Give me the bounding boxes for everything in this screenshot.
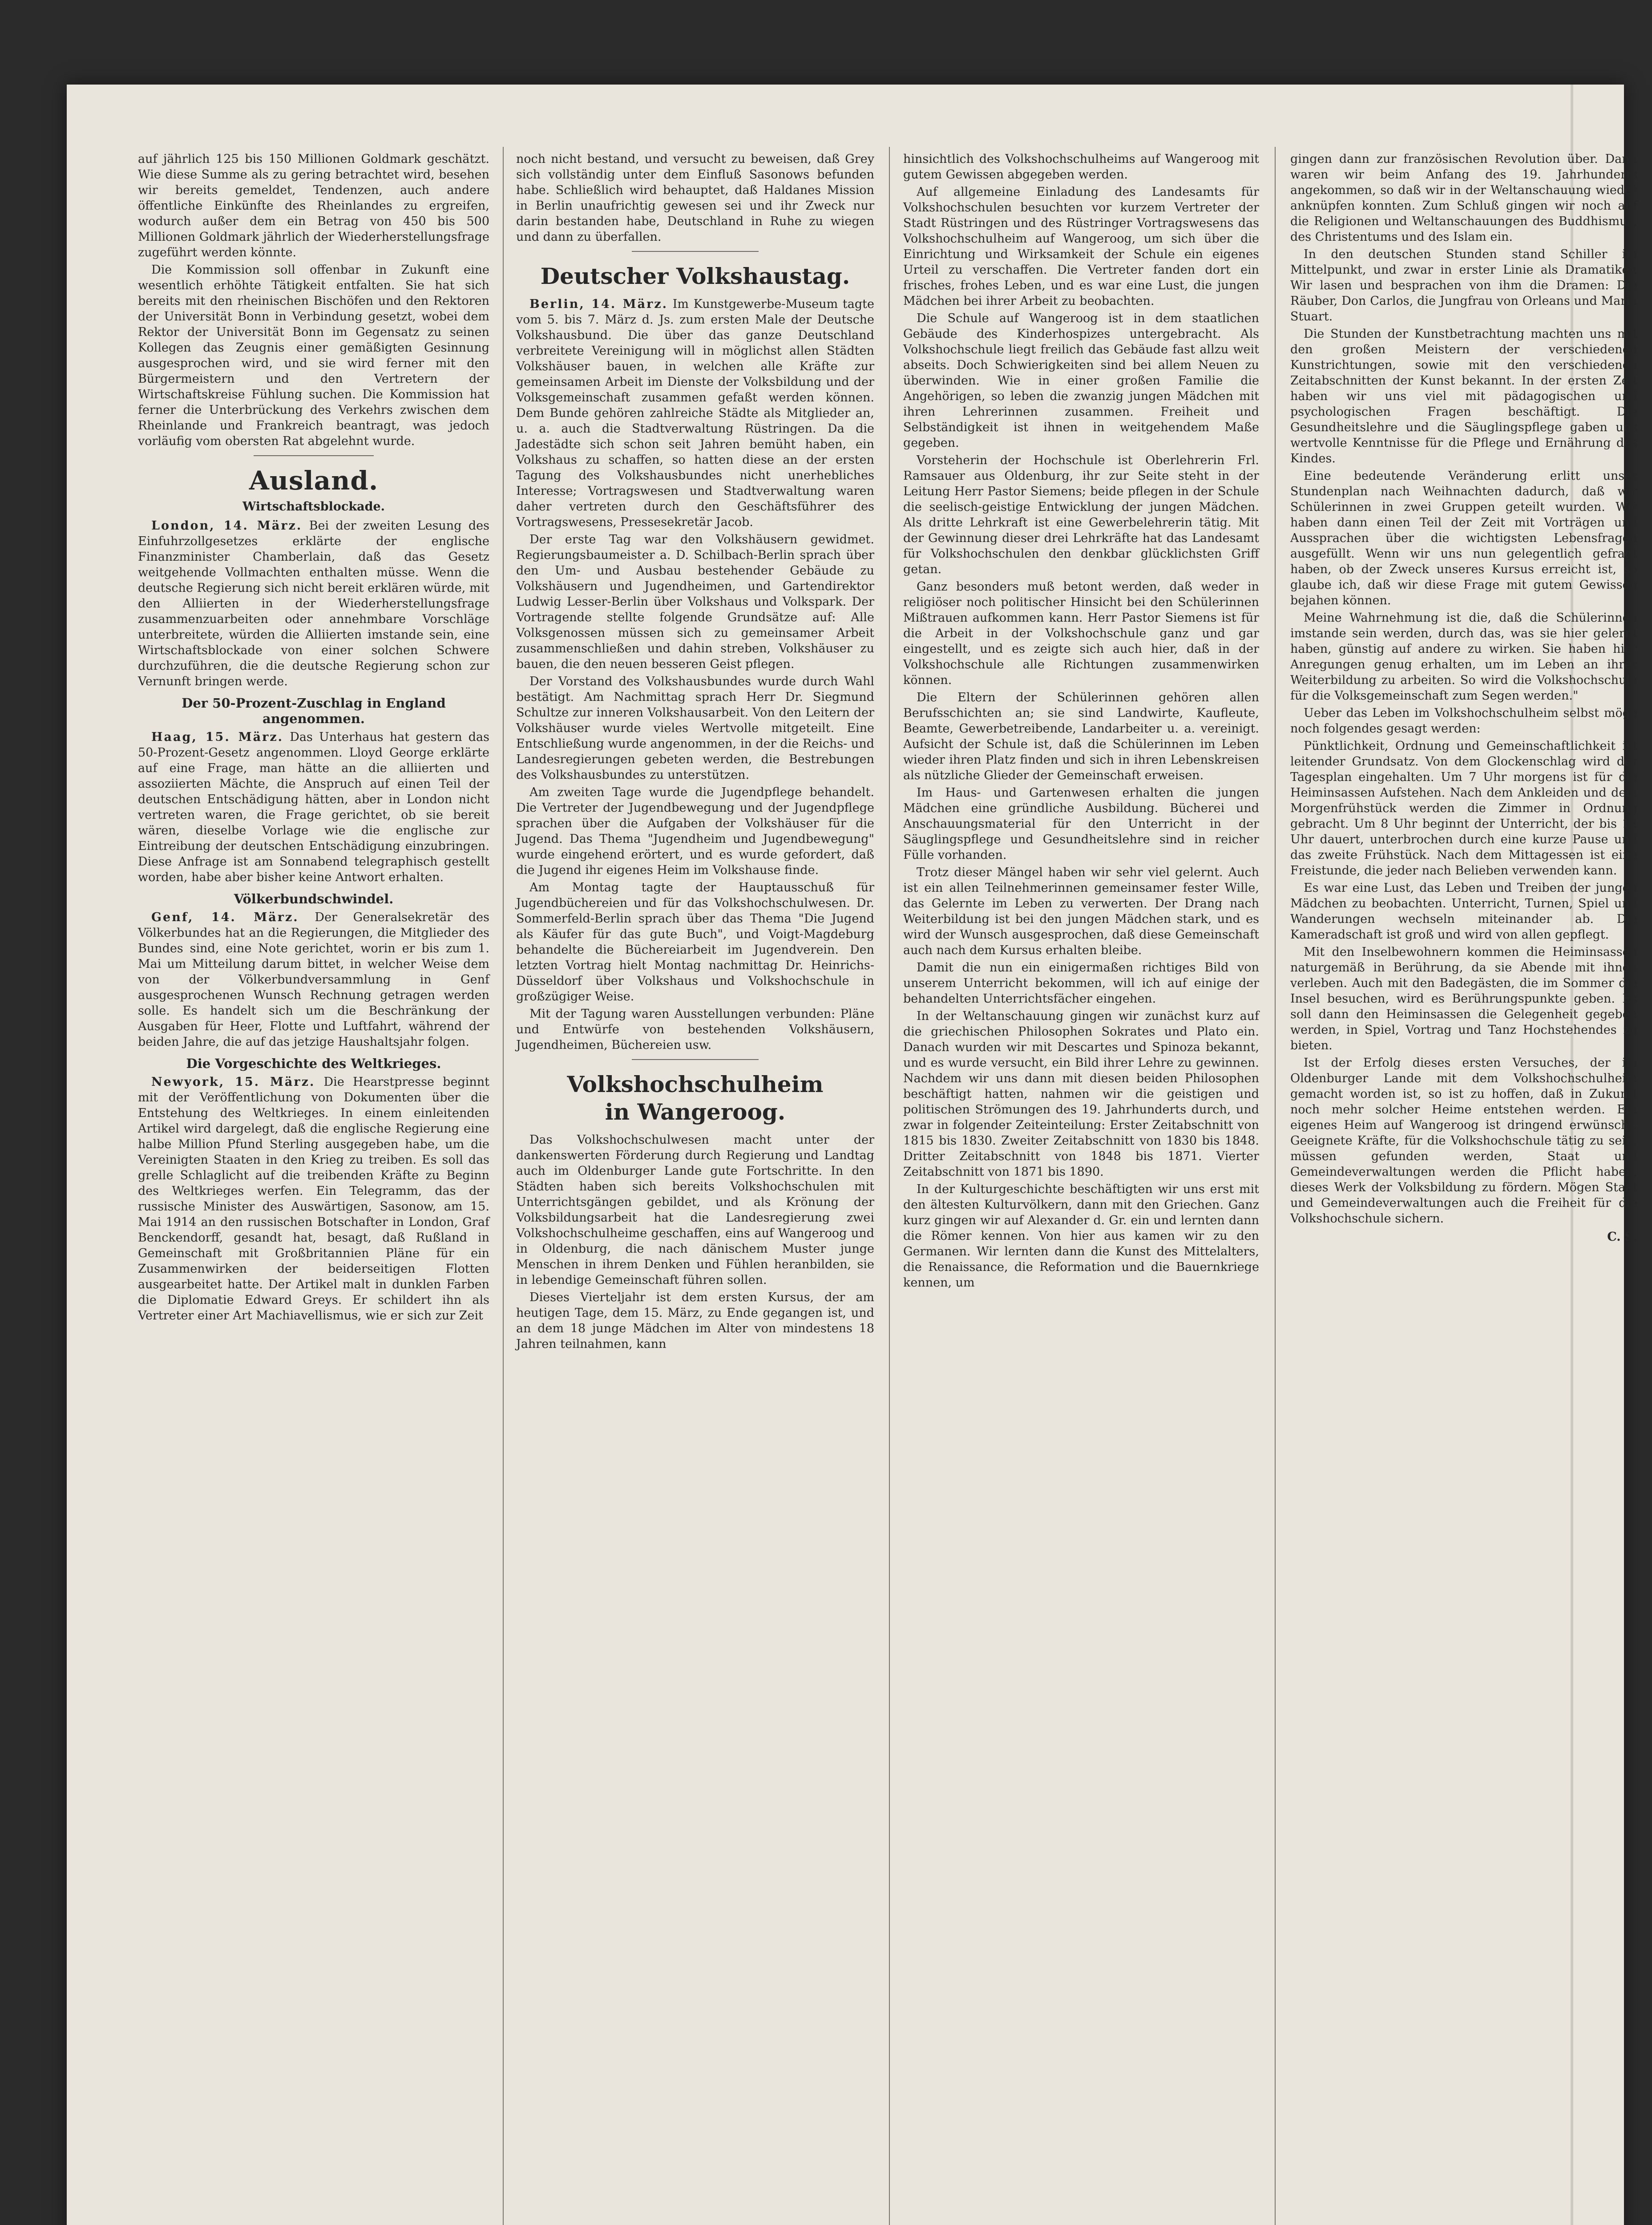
paragraph: Damit die nun ein einigermaßen richtiges Bild von unserem Unterricht bekommen, will ich auf einige der behandelten Unterrichtsfächer eingehen.	[903, 961, 1259, 1006]
paragraph: Der erste Tag war den Volkshäusern gewidmet. Regierungsbaumeister a. D. Schilbach-Berlin sprach über den Um- und Ausbau bestehender Gebäude zu Volkshäusern und Jugendheimen, und Gartendirektor Ludwig Lesser-Berlin über Volkshaus und Volkspark. Der Vortragende stellte folgende Grundsätze auf: Alle Volksgenossen müssen sich zu gemeinsamer Arbeit zusammenschließen und dahin streben, Volkshäuser zu bauen, die den neuen besseren Geist pflegen.	[516, 533, 874, 671]
paragraph: Ueber das Leben im Volkshochschulheim selbst möge noch folgendes gesagt werden:	[1290, 706, 1637, 736]
paragraph: In der Weltanschauung gingen wir zunächst kurz auf die griechischen Philosophen Sokrates und Plato ein. Danach wurden wir mit Descartes und Spinoza bekannt, und es wurde versucht, ein Bild ihrer Lehre zu gewinnen. Nachdem wir uns dann mit diesen beiden Philosophen beschäftigt hatten, nahmen wir die geistigen und politischen Strömungen des 19. Jahrhunderts durch, und zwar in folgender Zeiteinteilung: Erster Zeitabschnitt von 1815 bis 1830. Zweiter Zeitabschnitt von 1830 bis 1848. Dritter Zeitabschnitt von 1848 bis 1871. Vierter Zeitabschnitt von 1871 bis 1890.	[903, 1009, 1259, 1179]
paragraph: Die Schule auf Wangeroog ist in dem staatlichen Gebäude des Kinderhospizes untergebracht. Als Volkshochschule liegt freilich das Gebäude fast allzu weit abseits. Doch Schwierigkeiten sind bei allem Neuen zu überwinden. Wie in einer großen Familie die Angehörigen, so leben die zwanzig jungen Mädchen mit ihren Lehrerinnen zusammen. Freiheit und Selbständigkeit ist ihnen in weitgehendem Maße gegeben.	[903, 312, 1259, 450]
article-text: Das Unterhaus hat gestern das 50-Prozent-Gesetz angenommen. Lloyd George erklärte auf eine Frage, man hätte an die alliierten und assoziierten Mächte, die Anspruch auf einen Teil der deutschen Entschädigung hätten, aber in London nicht vertreten waren, die Frage gerichtet, ob sie bereit wären, dieselbe Vorlage wie die englische zur Eintreibung der deutschen Entschädigung einzubringen. Diese Anfrage ist am Sonnabend telegraphisch gestellt worden, habe aber bisher keine Antwort erhalten.	[138, 730, 489, 884]
paragraph: gingen dann zur französischen Revolution über. Dann waren wir beim Anfang des 19. Jahrhunderts angekommen, so daß wir in der Weltanschauung wieder anknüpfen konnten. Zum Schluß gingen wir noch auf die Religionen und Weltanschauungen des Buddhismus, des Christentums und des Islam ein.	[1290, 152, 1637, 244]
column-4	[1290, 151, 1637, 2225]
paragraph: Ganz besonders muß betont werden, daß weder in religiöser noch politischer Hinsicht bei den Schülerinnen Mißtrauen aufkommen kann. Herr Pastor Siemens ist für die Arbeit in der Volkshochschule ganz und gar eingestellt, und es zeigte sich auch hier, daß in der Volkshochschule alle Richtungen zusammenwirken können.	[903, 580, 1259, 687]
paragraph: Ist der Erfolg dieses ersten Versuches, der im Oldenburger Lande mit dem Volkshochschulheim gemacht worden ist, so ist zu hoffen, daß in Zukunft noch mehr solcher Heime entstehen werden. Ein eigenes Heim auf Wangeroog ist dringend erwünscht. Geeignete Kräfte, für die Volkshochschule tätig zu sein, müssen gefunden werden, Staat und Gemeindeverwaltungen werden die Pflicht haben, dieses Werk der Volksbildung zu fördern. Mögen Staat und Gemeindeverwaltungen auch die Freiheit für die Volkshochschule sichern.	[1290, 1056, 1637, 1226]
paragraph: Vorsteherin der Hochschule ist Oberlehrerin Frl. Ramsauer aus Oldenburg, ihr zur Seite steht in der Leitung Herr Pastor Siemens; beide pflegen in der Schule die seelisch-geistige Entwicklung der jungen Mädchen. Als dritte Lehrkraft ist eine Gewerbelehrerin tätig. Mit der Gewinnung dieser drei Lehrkräfte hat das Landesamt für Volkshochschulen den denkbar glücklichsten Griff getan.	[903, 453, 1259, 576]
column-rule	[503, 147, 504, 2225]
section-heading-ausland: Ausland.	[249, 465, 379, 496]
divider	[632, 251, 759, 252]
paragraph: hinsichtlich des Volkshochschulheims auf Wangeroog mit gutem Gewissen abgegeben werden.	[903, 152, 1259, 182]
subheading: Der 50-Prozent-Zuschlag in England angenommen.	[182, 696, 446, 726]
paragraph: Die Stunden der Kunstbetrachtung machten uns mit den großen Meistern der verschiedenen Kunstrichtungen, sowie mit den verschiedenen Zeitabschnitten der Kunst bekannt. In der ersten Zeit haben wir uns viel mit pädagogischen und psychologischen Fragen beschäftigt. Die Gesundheitslehre und die Säuglingspflege gaben uns wertvolle Kenntnisse für die Pflege und Ernährung des Kindes.	[1290, 327, 1637, 465]
newspaper-page	[67, 85, 1637, 2225]
paragraph: Auf allgemeine Einladung des Landesamts für Volkshochschulen besuchten vor kurzem Vertreter der Stadt Rüstringen und des Rüstringer Vortragswesens das Volkshochschulheim auf Wangeroog, um sich über die Einrichtung und Wirksamkeit der Schule ein eigenes Urteil zu verschaffen. Die Vertreter fanden dort ein frisches, frohes Leben, und es war eine Lust, die jungen Mädchen bei ihrer Arbeit zu beobachten.	[903, 185, 1259, 308]
dateline: Berlin, 14. März.	[529, 297, 668, 311]
dateline: London, 14. März.	[151, 519, 303, 533]
subheading: Die Vorgeschichte des Weltkrieges.	[186, 1056, 441, 1071]
paragraph: In den deutschen Stunden stand Schiller im Mittelpunkt, und zwar in erster Linie als Dramatiker. Wir lasen und besprachen von ihm die Dramen: Die Räuber, Don Carlos, die Jungfrau von Orleans und Maria Stuart.	[1290, 247, 1637, 324]
paragraph: Am Montag tagte der Hauptausschuß für Jugendbüchereien und für das Volkshochschulwesen. Dr. Sommerfeld-Berlin sprach über das Thema "Die Jugend als Käufer für das gute Buch", und Voigt-Magdeburg behandelte die Büchereiarbeit im Jugendverein. Den letzten Vortrag hielt Montag nachmittag Dr. Heinrichs-Düsseldorf über Volkshaus und Volkshochschule in großzügiger Weise.	[516, 881, 874, 1003]
divider	[632, 1059, 759, 1060]
paragraph: Trotz dieser Mängel haben wir sehr viel gelernt. Auch ist ein allen Teilnehmerinnen gemeinsamer fester Wille, das Gelernte im Leben zu verwerten. Der Drang nach Weiterbildung ist bei den jungen Mädchen stark, und es wird der Wunsch ausgesprochen, daß diese Gemeinschaft auch nach dem Kursus erhalten bleibe.	[903, 866, 1259, 957]
article-text: Die Hearstpresse beginnt mit der Veröffentlichung von Dokumenten über die Entstehung des Weltkrieges. In einem einleitenden Artikel wird dargelegt, daß die englische Regierung eine halbe Million Pfund Sterling ausgegeben habe, um die Vereinigten Staaten in den Krieg zu treiben. Es soll das grelle Schlaglicht auf die treibenden Kräfte zu Beginn des Weltkrieges werfen. Ein Telegramm, das der russische Minister des Auswärtigen, Sasonow, am 15. Mai 1914 an den russischen Botschafter in London, Graf Benckendorff, gesandt hat, besagt, daß Rußland in Gemeinschaft mit Großbritannien Pläne für ein Zusammenwirken der beiderseitigen Flotten ausgearbeitet hatte. Der Artikel malt in dunklen Farben die Diplomatie Edward Greys. Er schildert ihn als Vertreter einer Art Machiavellismus, wie er sich zur Zeit	[138, 1075, 489, 1323]
paragraph: Im Haus- und Gartenwesen erhalten die jungen Mädchen eine gründliche Ausbildung. Bücherei und Anschauungsmaterial für den Unterricht in der Säuglingspflege und Gesundheitslehre sind in reicher Fülle vorhanden.	[903, 786, 1259, 862]
article-paragraph	[516, 296, 874, 530]
paragraph: Am zweiten Tage wurde die Jugendpflege behandelt. Die Vertreter der Jugendbewegung und der Jugendpflege sprachen über die Aufgaben der Volkshäuser für die Jugend. Das Thema "Jugendheim und Jugendbewegung" wurde eingehend erörtert, und es wurde gefordert, daß die Jugend ihr eigenes Heim im Volkshause finde.	[516, 785, 874, 877]
paragraph: auf jährlich 125 bis 150 Millionen Goldmark geschätzt. Wie diese Summe als zu gering betrachtet wird, besehen wir bereits gemeldet, Tendenzen, auch andere öffentliche Einkünfte des Rheinlandes zu ergreifen, wodurch außer dem ein Betrag von 450 bis 500 Millionen Goldmark jährlich der Wiederherstellungsfrage zugeführt werden könnte.	[138, 152, 489, 259]
article-text: Bei der zweiten Lesung des Einfuhrzollgesetzes erklärte der englische Finanzminister Chamberlain, daß das Gesetz weitgehende Vollmachten enthalten müsse. Wenn die deutsche Regierung sich nicht bereit erklären würde, mit den Alliierten in der Wiederherstellungsfrage zusammenzuarbeiten oder annehmbare Vorschläge unterbreitete, würden die Alliierten imstande sein, eine Wirtschaftsblockade von einer solchen Schwere durchzuführen, die die deutsche Regierung schon zur Vernunft bringen werde.	[138, 519, 489, 688]
paragraph: Der Vorstand des Volkshausbundes wurde durch Wahl bestätigt. Am Nachmittag sprach Herr Dr. Siegmund Schultze zur inneren Volkshausarbeit. Von den Leitern der Volkshäuser wurde vieles Wertvolle mitgeteilt. Eine Entschließung wurde angenommen, in der die Reichs- und Landesregierungen gebeten werden, die Bestrebungen des Volkshausbundes zu unterstützen.	[516, 675, 874, 782]
author-signature: C. S.	[1607, 1230, 1637, 1244]
article-paragraph	[138, 1074, 489, 1323]
dateline: Newyork, 15. März.	[151, 1075, 315, 1089]
column-rule	[1275, 147, 1276, 2225]
article-title-wangeroog-line2: in Wangeroog.	[605, 1099, 786, 1125]
divider	[254, 455, 374, 456]
paragraph: Meine Wahrnehmung ist die, daß die Schülerinnen imstande sein werden, durch das, was sie hier gelernt haben, günstig auf andere zu wirken. Sie haben hier Anregungen genug erhalten, um im Leben an ihrer Weiterbildung zu arbeiten. So wird die Volkshochschule für die Volksgemeinschaft zum Segen werden."	[1290, 611, 1637, 703]
paragraph: Eine bedeutende Veränderung erlitt unser Stundenplan nach Weihnachten dadurch, daß wir Schülerinnen in zwei Gruppen geteilt wurden. Wir haben dann einen Teil der Zeit mit Vorträgen und Aussprachen über die wichtigsten Lebensfragen ausgefüllt. Wenn wir uns nun gelegentlich gefragt haben, ob der Zweck unseres Kursus erreicht ist, so glaube ich, daß wir diese Frage mit gutem Gewissen bejahen können.	[1290, 469, 1637, 607]
article-paragraph	[138, 910, 489, 1050]
article-title-wangeroog: Volkshochschulheim	[567, 1071, 824, 1097]
subheading: Völkerbundschwindel.	[234, 891, 394, 906]
paragraph: Mit den Inselbewohnern kommen die Heiminsassen naturgemäß in Berührung, da sie Abende mit ihnen verleben. Auch mit den Badegästen, die im Sommer die Insel besuchen, wird es Berührungspunkte geben. Es soll dann den Heiminsassen die Gelegenheit gegeben werden, in Spiel, Vortrag und Tanz Hochstehendes zu bieten.	[1290, 945, 1637, 1052]
paragraph: Mit der Tagung waren Ausstellungen verbunden: Pläne und Entwürfe von bestehenden Volkshäusern, Jugendheimen, Büchereien usw.	[516, 1007, 874, 1052]
paragraph: Dieses Vierteljahr ist dem ersten Kursus, der am heutigen Tage, dem 15. März, zu Ende gegangen ist, und an dem 18 junge Mädchen im Alter von mindestens 18 Jahren teilnahmen, kann	[516, 1290, 874, 1351]
paragraph: Das Volkshochschulwesen macht unter der dankenswerten Förderung durch Regierung und Landtag auch im Oldenburger Lande gute Fortschritte. In den Städten haben sich bereits Volkshochschulen mit Unterrichtsgängen gebildet, und als Krönung der Volksbildungsarbeit hat die Landesregierung zwei Volkshochschulheime geschaffen, eins auf Wangeroog und in Oldenburg, die nach dänischem Muster junge Menschen in ihrem Denken und Fühlen heranbilden, sie in lebendige Gemeinschaft führen sollen.	[516, 1133, 874, 1287]
paragraph: Die Eltern der Schülerinnen gehören allen Berufsschichten an; sie sind Landwirte, Kaufleute, Beamte, Gewerbetreibende, Landarbeiter u. a. vereinigt. Aufsicht der Schule ist, daß die Schülerinnen im Leben wieder ihren Platz finden und sich in ihren Lebenskreisen als nützliche Glieder der Gemeinschaft erweisen.	[903, 691, 1259, 782]
article-paragraph	[138, 729, 489, 885]
article-title-volkshaustag: Deutscher Volkshaustag.	[540, 263, 850, 289]
dateline: Genf, 14. März.	[151, 910, 299, 924]
column-rule	[889, 147, 890, 2225]
paragraph: In der Kulturgeschichte beschäftigten wir uns erst mit den ältesten Kulturvölkern, dann mit den Griechen. Ganz kurz gingen wir auf Alexander d. Gr. ein und lernten dann die Römer kennen. Von hier aus kamen wir zu den Germanen. Wir lernten dann die Kunst des Mittelalters, die Renaissance, die Reformation und die Bauernkriege kennen, um	[903, 1182, 1259, 1290]
subheading: Wirtschaftsblockade.	[242, 500, 385, 514]
paragraph: noch nicht bestand, und versucht zu beweisen, daß Grey sich vollständig unter dem Einfluß Sasonows befunden habe. Schließlich wird behauptet, daß Haldanes Mission in Berlin unaufrichtig gewesen sei und ihr Zweck nur darin bestanden habe, Deutschland in Ruhe zu wiegen und dann zu überfallen.	[516, 152, 874, 244]
column-2	[516, 151, 874, 2225]
dateline: Haag, 15. März.	[151, 730, 284, 744]
paragraph: Es war eine Lust, das Leben und Treiben der jungen Mädchen zu beobachten. Unterricht, Turnen, Spiel und Wanderungen wechseln miteinander ab. Die Kameradschaft ist groß und wird von allen gepflegt.	[1290, 881, 1637, 942]
article-text: Im Kunstgewerbe-Museum tagte vom 5. bis 7. März d. Js. zum ersten Male der Deutsche Volkshausbund. Die über das ganze Deutschland verbreitete Vereinigung will in möglichst allen Städten Volkshäuser bauen, in welchen alle Kräfte zur gemeinsamen Arbeit im Dienste der Volksbildung und der Volksgemeinschaft zusammen gefaßt werden können. Dem Bunde gehören zahlreiche Städte als Mitglieder an, u. a. auch die Stadtverwaltung Rüstringen. Da die Jadestädte sich schon seit Jahren bemüht haben, ein Volkshaus zu schaffen, so hatten diese an der ersten Tagung des Volkshausbundes nicht unerhebliches Interesse; Vortragswesen und Stadtverwaltung waren daher vertreten durch den Geschäftsführer des Vortragswesens, Pressesekretär Jacob.	[516, 297, 874, 529]
paragraph: Pünktlichkeit, Ordnung und Gemeinschaftlichkeit ist leitender Grundsatz. Von dem Glockenschlag wird der Tagesplan eingehalten. Um 7 Uhr morgens ist für die Heiminsassen Aufstehen. Nach dem Ankleiden und dem Morgenfrühstück werden die Zimmer in Ordnung gebracht. Um 8 Uhr beginnt der Unterricht, der bis 12 Uhr dauert, unterbrochen durch eine kurze Pause und das zweite Frühstück. Nach dem Mittagessen ist eine Freistunde, die jeder nach Belieben verwenden kann.	[1290, 739, 1637, 878]
column-3	[903, 151, 1259, 2225]
paragraph: Die Kommission soll offenbar in Zukunft eine wesentlich erhöhte Tätigkeit entfalten. Sie hat sich bereits mit den rheinischen Bischöfen und den Rektoren der Universität Bonn in Verbindung gesetzt, wobei dem Rektor der Universität Bonn im Gegensatz zu seinen Kollegen das Zeugnis einer gemäßigten Gesinnung ausgesprochen wird, und sie wird ferner mit den Bürgermeistern und den Vertretern der Wirtschaftskreise Fühlung suchen. Die Kommission hat ferner die Unterbrückung des Verkehrs zwischen dem Rheinlande und Frankreich beantragt, was jedoch vorläufig vom obersten Rat abgelehnt wurde.	[138, 263, 489, 448]
column-1	[138, 151, 489, 2225]
article-text: Der Generalsekretär des Völkerbundes hat an die Regierungen, die Mitglieder des Bundes sind, eine Note gerichtet, worin er bis zum 1. Mai um Mitteilung darum bittet, in welcher Weise dem von der Völkerbundversammlung in Genf ausgesprochenen Wunsch Rechnung getragen werden solle. Es handelt sich um die Beschränkung der Ausgaben für Heer, Flotte und Luftfahrt, während der beiden Jahre, die auf das jetzige Haushaltsjahr folgen.	[138, 910, 490, 1049]
article-paragraph	[138, 518, 489, 689]
